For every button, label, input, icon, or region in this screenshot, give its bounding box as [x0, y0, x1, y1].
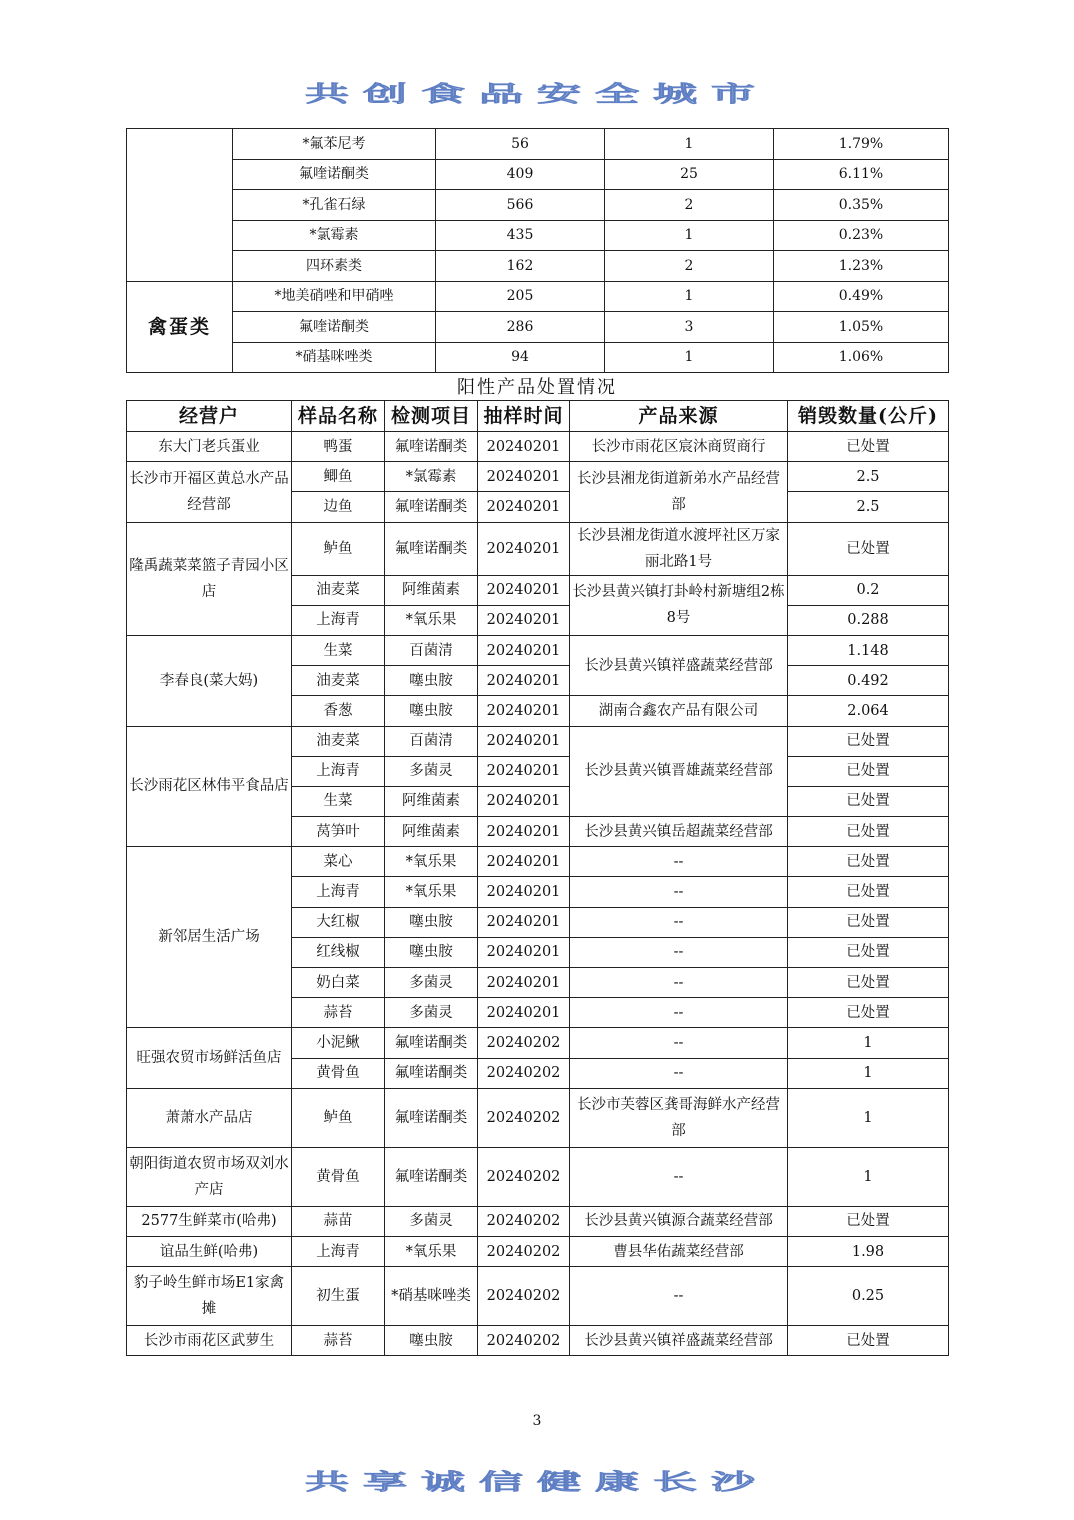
- source-cell: --: [570, 998, 788, 1028]
- item-cell: *氧乐果: [385, 847, 478, 877]
- date-cell: 20240201: [478, 907, 570, 937]
- item-cell: *氧乐果: [385, 605, 478, 635]
- qty-cell: 已处置: [788, 937, 949, 967]
- date-cell: 20240202: [478, 1267, 570, 1326]
- qty-cell: 已处置: [788, 968, 949, 998]
- source-cell: 长沙县湘龙街道新弟水产品经营部: [570, 462, 788, 522]
- tested-count: 286: [436, 312, 605, 343]
- source-cell: 曹县华佑蔬菜经营部: [570, 1236, 788, 1266]
- date-cell: 20240201: [478, 937, 570, 967]
- date-cell: 20240202: [478, 1206, 570, 1236]
- qty-cell: 已处置: [788, 1206, 949, 1236]
- qty-cell: 0.25: [788, 1267, 949, 1326]
- table-row: [127, 462, 949, 492]
- table-row: [127, 1088, 949, 1147]
- tested-count: 566: [436, 190, 605, 221]
- sample-cell: 莴笋叶: [292, 817, 385, 847]
- date-cell: 20240201: [478, 998, 570, 1028]
- page-number: 3: [532, 1413, 542, 1429]
- qty-cell: 已处置: [788, 432, 949, 462]
- source-cell: 长沙县黄兴镇晋雄蔬菜经营部: [570, 726, 788, 817]
- test-item: *孔雀石绿: [233, 190, 436, 221]
- detection-summary-table: [126, 128, 949, 373]
- tested-count: 409: [436, 159, 605, 190]
- header-date: 抽样时间: [478, 401, 570, 432]
- vendor-cell: 朝阳街道农贸市场双刘水产店: [127, 1147, 292, 1206]
- table-row: [127, 281, 949, 312]
- qty-cell: 2.5: [788, 492, 949, 522]
- table-row: [127, 1147, 949, 1206]
- sample-cell: 小泥鳅: [292, 1028, 385, 1058]
- sample-cell: 油麦菜: [292, 666, 385, 696]
- vendor-cell: 谊品生鲜(哈弗): [127, 1236, 292, 1266]
- test-item: *氟苯尼考: [233, 129, 436, 160]
- table-row: [127, 190, 949, 221]
- source-cell: 湖南合鑫农产品有限公司: [570, 696, 788, 726]
- vendor-cell: 长沙雨花区林伟平食品店: [127, 726, 292, 847]
- date-cell: 20240201: [478, 817, 570, 847]
- item-cell: 噻虫胺: [385, 1326, 478, 1356]
- test-item: *硝基咪唑类: [233, 342, 436, 373]
- category-cell-blank: [127, 129, 233, 282]
- source-cell: 长沙县黄兴镇祥盛蔬菜经营部: [570, 1326, 788, 1356]
- item-cell: 多菌灵: [385, 756, 478, 786]
- source-cell: --: [570, 1267, 788, 1326]
- sample-cell: 大红椒: [292, 907, 385, 937]
- vendor-cell: 隆禹蔬菜菜篮子青园小区店: [127, 522, 292, 635]
- date-cell: 20240201: [478, 432, 570, 462]
- table-header-row: [127, 401, 949, 432]
- positive-rate: 0.23%: [774, 220, 949, 251]
- source-cell: --: [570, 1028, 788, 1058]
- sample-cell: 初生蛋: [292, 1267, 385, 1326]
- source-cell: 长沙市雨花区宸沐商贸商行: [570, 432, 788, 462]
- sample-cell: 红线椒: [292, 937, 385, 967]
- sample-cell: 鲈鱼: [292, 1088, 385, 1147]
- positive-count: 1: [605, 129, 774, 160]
- item-cell: 噻虫胺: [385, 937, 478, 967]
- sample-cell: 鲈鱼: [292, 522, 385, 575]
- source-cell: 长沙县黄兴镇打卦岭村新塘组2栋8号: [570, 575, 788, 635]
- sample-cell: 边鱼: [292, 492, 385, 522]
- item-cell: 噻虫胺: [385, 666, 478, 696]
- section-title: 阳性产品处置情况: [457, 377, 617, 398]
- sample-cell: 蒜苔: [292, 1326, 385, 1356]
- item-cell: 噻虫胺: [385, 696, 478, 726]
- table-row: [127, 129, 949, 160]
- header-vendor: 经营户: [127, 401, 292, 432]
- item-cell: 噻虫胺: [385, 907, 478, 937]
- qty-cell: 1.148: [788, 635, 949, 665]
- date-cell: 20240202: [478, 1147, 570, 1206]
- test-item: 氟喹诺酮类: [233, 312, 436, 343]
- vendor-cell: 萧萧水产品店: [127, 1088, 292, 1147]
- date-cell: 20240202: [478, 1326, 570, 1356]
- positive-count: 1: [605, 281, 774, 312]
- sample-cell: 奶白菜: [292, 968, 385, 998]
- table-row: [127, 220, 949, 251]
- positive-disposal-table: [126, 400, 949, 1356]
- qty-cell: 已处置: [788, 726, 949, 756]
- qty-cell: 2.064: [788, 696, 949, 726]
- item-cell: *硝基咪唑类: [385, 1267, 478, 1326]
- table-row: [127, 726, 949, 756]
- qty-cell: 已处置: [788, 1326, 949, 1356]
- vendor-cell: 长沙市雨花区武萝生: [127, 1326, 292, 1356]
- qty-cell: 1: [788, 1147, 949, 1206]
- source-cell: --: [570, 877, 788, 907]
- positive-count: 1: [605, 220, 774, 251]
- vendor-cell: 豹子岭生鲜市场E1家禽摊: [127, 1267, 292, 1326]
- test-item: 氟喹诺酮类: [233, 159, 436, 190]
- date-cell: 20240201: [478, 968, 570, 998]
- qty-cell: 1: [788, 1088, 949, 1147]
- date-cell: 20240201: [478, 462, 570, 492]
- qty-cell: 已处置: [788, 998, 949, 1028]
- source-cell: 长沙县黄兴镇源合蔬菜经营部: [570, 1206, 788, 1236]
- tested-count: 205: [436, 281, 605, 312]
- item-cell: 百菌清: [385, 635, 478, 665]
- sample-cell: 鸭蛋: [292, 432, 385, 462]
- tested-count: 94: [436, 342, 605, 373]
- sample-cell: 鲫鱼: [292, 462, 385, 492]
- table-row: [127, 342, 949, 373]
- item-cell: 氟喹诺酮类: [385, 1028, 478, 1058]
- date-cell: 20240201: [478, 492, 570, 522]
- positive-count: 2: [605, 190, 774, 221]
- qty-cell: 已处置: [788, 522, 949, 575]
- item-cell: *氯霉素: [385, 462, 478, 492]
- item-cell: 多菌灵: [385, 1206, 478, 1236]
- positive-rate: 1.23%: [774, 251, 949, 282]
- qty-cell: 0.2: [788, 575, 949, 605]
- sample-cell: 菜心: [292, 847, 385, 877]
- sample-cell: 上海青: [292, 605, 385, 635]
- table-row: [127, 1326, 949, 1356]
- positive-rate: 1.79%: [774, 129, 949, 160]
- item-cell: *氧乐果: [385, 877, 478, 907]
- vendor-cell: 2577生鲜菜市(哈弗): [127, 1206, 292, 1236]
- qty-cell: 1.98: [788, 1236, 949, 1266]
- positive-rate: 1.05%: [774, 312, 949, 343]
- vendor-cell: 李春良(菜大妈): [127, 635, 292, 726]
- source-cell: --: [570, 907, 788, 937]
- tested-count: 56: [436, 129, 605, 160]
- item-cell: 氟喹诺酮类: [385, 432, 478, 462]
- source-cell: --: [570, 847, 788, 877]
- source-cell: --: [570, 937, 788, 967]
- positive-count: 25: [605, 159, 774, 190]
- source-cell: 长沙市芙蓉区龚哥海鲜水产经营部: [570, 1088, 788, 1147]
- table-row: [127, 251, 949, 282]
- qty-cell: 0.288: [788, 605, 949, 635]
- sample-cell: 蒜苔: [292, 998, 385, 1028]
- qty-cell: 已处置: [788, 907, 949, 937]
- source-cell: 长沙县湘龙街道水渡坪社区万家丽北路1号: [570, 522, 788, 575]
- table-row: [127, 1267, 949, 1326]
- date-cell: 20240202: [478, 1236, 570, 1266]
- item-cell: 多菌灵: [385, 998, 478, 1028]
- header-source: 产品来源: [570, 401, 788, 432]
- table-row: [127, 847, 949, 877]
- date-cell: 20240201: [478, 786, 570, 816]
- positive-rate: 0.49%: [774, 281, 949, 312]
- sample-cell: 上海青: [292, 1236, 385, 1266]
- test-item: *氯霉素: [233, 220, 436, 251]
- sample-cell: 黄骨鱼: [292, 1147, 385, 1206]
- item-cell: *氧乐果: [385, 1236, 478, 1266]
- positive-rate: 1.06%: [774, 342, 949, 373]
- date-cell: 20240201: [478, 575, 570, 605]
- positive-count: 3: [605, 312, 774, 343]
- header-sample: 样品名称: [292, 401, 385, 432]
- table-row: [127, 1236, 949, 1266]
- sample-cell: 油麦菜: [292, 575, 385, 605]
- sample-cell: 生菜: [292, 635, 385, 665]
- qty-cell: 已处置: [788, 756, 949, 786]
- date-cell: 20240201: [478, 522, 570, 575]
- sample-cell: 油麦菜: [292, 726, 385, 756]
- table-row: [127, 1206, 949, 1236]
- qty-cell: 1: [788, 1058, 949, 1088]
- qty-cell: 已处置: [788, 877, 949, 907]
- item-cell: 氟喹诺酮类: [385, 492, 478, 522]
- test-item: *地美硝唑和甲硝唑: [233, 281, 436, 312]
- category-egg: 禽蛋类: [127, 281, 233, 373]
- date-cell: 20240201: [478, 756, 570, 786]
- table-row: [127, 1028, 949, 1058]
- positive-count: 2: [605, 251, 774, 282]
- table-row: [127, 159, 949, 190]
- date-cell: 20240201: [478, 877, 570, 907]
- sample-cell: 香葱: [292, 696, 385, 726]
- qty-cell: 1: [788, 1028, 949, 1058]
- vendor-cell: 新邻居生活广场: [127, 847, 292, 1028]
- sample-cell: 上海青: [292, 756, 385, 786]
- banner-bottom-slogan: 共享诚信健康长沙: [305, 1469, 769, 1495]
- item-cell: 阿维菌素: [385, 575, 478, 605]
- date-cell: 20240202: [478, 1058, 570, 1088]
- date-cell: 20240202: [478, 1088, 570, 1147]
- header-qty: 销毁数量(公斤): [788, 401, 949, 432]
- qty-cell: 已处置: [788, 786, 949, 816]
- date-cell: 20240201: [478, 635, 570, 665]
- vendor-cell: 东大门老兵蛋业: [127, 432, 292, 462]
- date-cell: 20240201: [478, 726, 570, 756]
- positive-rate: 0.35%: [774, 190, 949, 221]
- date-cell: 20240201: [478, 847, 570, 877]
- tested-count: 435: [436, 220, 605, 251]
- date-cell: 20240201: [478, 605, 570, 635]
- source-cell: 长沙县黄兴镇祥盛蔬菜经营部: [570, 635, 788, 695]
- test-item: 四环素类: [233, 251, 436, 282]
- source-cell: --: [570, 1147, 788, 1206]
- qty-cell: 已处置: [788, 817, 949, 847]
- source-cell: 长沙县黄兴镇岳超蔬菜经营部: [570, 817, 788, 847]
- table-row: [127, 432, 949, 462]
- qty-cell: 0.492: [788, 666, 949, 696]
- header-item: 检测项目: [385, 401, 478, 432]
- item-cell: 氟喹诺酮类: [385, 1058, 478, 1088]
- item-cell: 阿维菌素: [385, 817, 478, 847]
- date-cell: 20240202: [478, 1028, 570, 1058]
- vendor-cell: 长沙市开福区黄总水产品经营部: [127, 462, 292, 522]
- item-cell: 氟喹诺酮类: [385, 1088, 478, 1147]
- qty-cell: 已处置: [788, 847, 949, 877]
- sample-cell: 生菜: [292, 786, 385, 816]
- tested-count: 162: [436, 251, 605, 282]
- table-row: [127, 522, 949, 575]
- positive-count: 1: [605, 342, 774, 373]
- item-cell: 氟喹诺酮类: [385, 1147, 478, 1206]
- sample-cell: 上海青: [292, 877, 385, 907]
- banner-top-slogan: 共创食品安全城市: [305, 81, 769, 107]
- item-cell: 百菌清: [385, 726, 478, 756]
- source-cell: --: [570, 1058, 788, 1088]
- vendor-cell: 旺强农贸市场鲜活鱼店: [127, 1028, 292, 1088]
- sample-cell: 蒜苗: [292, 1206, 385, 1236]
- date-cell: 20240201: [478, 696, 570, 726]
- date-cell: 20240201: [478, 666, 570, 696]
- source-cell: --: [570, 968, 788, 998]
- table-row: [127, 635, 949, 665]
- sample-cell: 黄骨鱼: [292, 1058, 385, 1088]
- positive-rate: 6.11%: [774, 159, 949, 190]
- item-cell: 阿维菌素: [385, 786, 478, 816]
- qty-cell: 2.5: [788, 462, 949, 492]
- item-cell: 多菌灵: [385, 968, 478, 998]
- item-cell: 氟喹诺酮类: [385, 522, 478, 575]
- table-row: [127, 312, 949, 343]
